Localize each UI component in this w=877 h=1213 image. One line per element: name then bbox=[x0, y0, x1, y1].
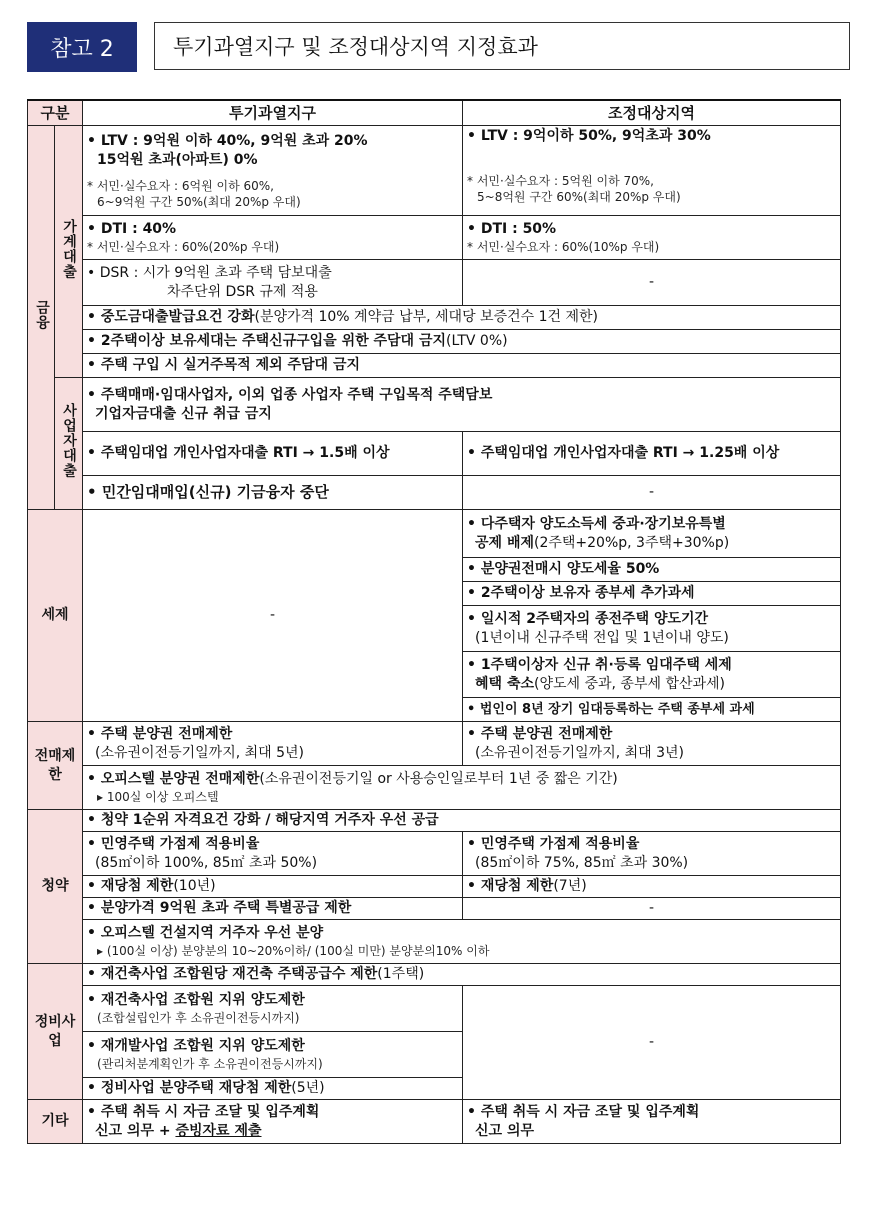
midpayment-loan: • 중도금대출발급요건 강화(분양가격 10% 계약금 납부, 세대당 보증건수 1건 제한) bbox=[83, 306, 841, 330]
special-supply-adjustment: - bbox=[463, 898, 841, 920]
ltv-adjustment: • LTV : 9억이하 50%, 9억초과 30% * 서민·실수요자 : 5억원 이하 70%, 5~8억원 구간 60%(최대 20%p 우대) bbox=[463, 126, 841, 216]
section-redevelopment: 정비사업 bbox=[28, 964, 83, 1100]
tax-item-2: • 분양권전매시 양도세율 50% bbox=[463, 558, 841, 582]
reference-tag: 참고 2 bbox=[27, 22, 137, 72]
tax-item-6: • 법인이 8년 장기 임대등록하는 주택 종부세 과세 bbox=[463, 698, 841, 722]
officetel-priority: • 오피스텔 건설지역 거주자 우선 분양 ▸ (100실 이상) 분양분의 10~20%이하/ (100실 미만) 분양분의10% 이하 bbox=[83, 920, 841, 964]
section-finance: 금융 bbox=[28, 126, 55, 510]
reconstruction-transfer-limit: • 재건축사업 조합원 지위 양도제한 (조합설립인가 후 소유권이전등시까지) bbox=[83, 986, 463, 1032]
subscription-item-1: • 청약 1순위 자격요건 강화 / 해당지역 거주자 우선 공급 bbox=[83, 810, 841, 832]
tax-item-3: • 2주택이상 보유자 종부세 추가과세 bbox=[463, 582, 841, 606]
section-tax: 세제 bbox=[28, 510, 83, 722]
resale-speculation: • 주택 분양권 전매제한 (소유권이전등기일까지, 최대 5년) bbox=[83, 722, 463, 766]
private-rental-fund: • 민간임대매입(신규) 기금융자 중단 bbox=[83, 476, 463, 510]
dsr-adjustment: - bbox=[463, 260, 841, 306]
redevelopment-adjustment: - bbox=[463, 986, 841, 1100]
header-adjustment-zone: 조정대상지역 bbox=[463, 100, 841, 126]
section-household-loan: 가계대출 bbox=[55, 126, 83, 378]
rewin-speculation: • 재당첨 제한(10년) bbox=[83, 876, 463, 898]
subscription-points-adjustment: • 민영주택 가점제 적용비율 (85㎡이하 75%, 85㎡ 초과 30%) bbox=[463, 832, 841, 876]
effects-table bbox=[27, 99, 841, 1144]
section-resale: 전매제한 bbox=[28, 722, 83, 810]
tax-item-4: • 일시적 2주택자의 종전주택 양도기간 (1년이내 신규주택 전입 및 1년이내 양도) bbox=[463, 606, 841, 652]
multi-house-loan-ban: • 2주택이상 보유세대는 주택신규구입을 위한 주담대 금지(LTV 0%) bbox=[83, 330, 841, 354]
residence-loan-ban: • 주택 구입 시 실거주목적 제외 주담대 금지 bbox=[83, 354, 841, 378]
redevelopment-transfer-limit: • 재개발사업 조합원 지위 양도제한 (관리처분계획인가 후 소유권이전등시까지) bbox=[83, 1032, 463, 1078]
tax-speculation: - bbox=[83, 510, 463, 722]
page-title: 투기과열지구 및 조정대상지역 지정효과 bbox=[154, 22, 850, 70]
section-subscription: 청약 bbox=[28, 810, 83, 964]
header-category: 구분 bbox=[28, 100, 83, 126]
subscription-points-speculation: • 민영주택 가점제 적용비율 (85㎡이하 100%, 85㎡ 초과 50%) bbox=[83, 832, 463, 876]
officetel-resale: • 오피스텔 분양권 전매제한(소유권이전등기일 or 사용승인일로부터 1년 중 짧은 기간) ▸ 100실 이상 오피스텔 bbox=[83, 766, 841, 810]
rewin-adjustment: • 재당첨 제한(7년) bbox=[463, 876, 841, 898]
rti-speculation: • 주택임대업 개인사업자대출 RTI → 1.5배 이상 bbox=[83, 432, 463, 476]
header-speculation-zone: 투기과열지구 bbox=[83, 100, 463, 126]
dti-adjustment: • DTI : 50% * 서민·실수요자 : 60%(10%p 우대) bbox=[463, 216, 841, 260]
private-rental-adjustment: - bbox=[463, 476, 841, 510]
ltv-speculation: • LTV : 9억원 이하 40%, 9억원 초과 20% 15억원 초과(아파트) 0% * 서민·실수요자 : 6억원 이하 60%, 6~9억원 구간 50%(최대 20%p 우대) bbox=[83, 126, 463, 216]
fund-report-speculation: • 주택 취득 시 자금 조달 및 입주계획 신고 의무 + 증빙자료 제출 bbox=[83, 1100, 463, 1144]
tax-item-1: • 다주택자 양도소득세 중과·장기보유특별 공제 배제(2주택+20%p, 3주택+30%p) bbox=[463, 510, 841, 558]
resale-adjustment: • 주택 분양권 전매제한 (소유권이전등기일까지, 최대 3년) bbox=[463, 722, 841, 766]
reconstruction-supply-limit: • 재건축사업 조합원당 재건축 주택공급수 제한(1주택) bbox=[83, 964, 841, 986]
section-business-loan: 사업자대출 bbox=[55, 378, 83, 510]
rti-adjustment: • 주택임대업 개인사업자대출 RTI → 1.25배 이상 bbox=[463, 432, 841, 476]
header bbox=[27, 22, 850, 72]
redevelopment-rewin-limit: • 정비사업 분양주택 재당첨 제한(5년) bbox=[83, 1078, 463, 1100]
section-other: 기타 bbox=[28, 1100, 83, 1144]
business-loan-ban: • 주택매매·임대사업자, 이외 업종 사업자 주택 구입목적 주택담보 기업자금대출 신규 취급 금지 bbox=[83, 378, 841, 432]
dsr-speculation: • DSR : 시가 9억원 초과 주택 담보대출 차주단위 DSR 규제 적용 bbox=[83, 260, 463, 306]
tax-item-5: • 1주택이상자 신규 취·등록 임대주택 세제 혜택 축소(양도세 중과, 종부세 합산과세) bbox=[463, 652, 841, 698]
fund-report-adjustment: • 주택 취득 시 자금 조달 및 입주계획 신고 의무 bbox=[463, 1100, 841, 1144]
dti-speculation: • DTI : 40% * 서민·실수요자 : 60%(20%p 우대) bbox=[83, 216, 463, 260]
special-supply-limit: • 분양가격 9억원 초과 주택 특별공급 제한 bbox=[83, 898, 463, 920]
